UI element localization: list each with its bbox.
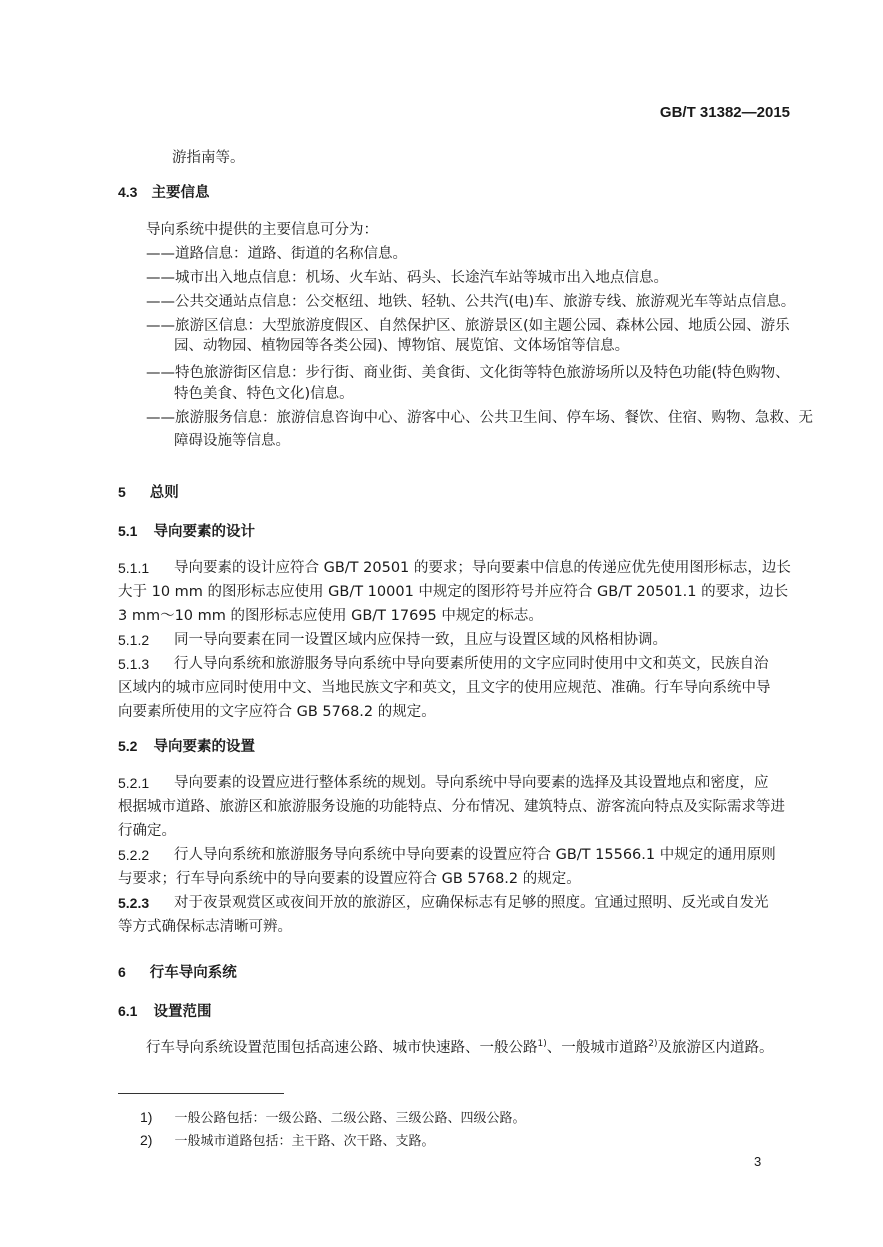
list-item-continuation: 障碍设施等信息。 bbox=[174, 433, 290, 449]
list-item-continuation: 特色美食、特色文化)信息。 bbox=[174, 386, 354, 402]
section-title: 主要信息 bbox=[151, 185, 210, 201]
section-5-2-heading bbox=[118, 734, 255, 759]
paragraph-line: 3 mm～10 mm 的图形标志应使用 GB/T 17695 中规定的标志。 bbox=[118, 608, 543, 624]
clause-number: 5.1.1 bbox=[118, 560, 150, 576]
clause-number: 5.2.2 bbox=[118, 847, 150, 863]
footnote-ref-1[interactable]: 1) bbox=[537, 1039, 547, 1049]
text-segment: 及旅游区内道路。 bbox=[657, 1040, 774, 1056]
list-item-continuation: 园、动物园、植物园等各类公园)、博物馆、展览馆、文体场馆等信息。 bbox=[174, 338, 630, 354]
footnote-text: 一般城市道路包括：主干路、次干路、支路。 bbox=[174, 1134, 435, 1149]
paragraph-line: 等方式确保标志清晰可辨。 bbox=[118, 919, 292, 935]
section-number: 5.1 bbox=[118, 523, 138, 539]
paragraph-line: 行人导向系统和旅游服务导向系统中导向要素所使用的文字应同时使用中文和英文，民族自治 bbox=[174, 656, 769, 672]
footnote bbox=[140, 1107, 525, 1126]
section-title: 设置范围 bbox=[153, 1004, 212, 1020]
section-number: 5.2 bbox=[118, 738, 138, 754]
section-number: 6.1 bbox=[118, 1003, 138, 1019]
clause-number: 5.2.3 bbox=[118, 895, 150, 911]
section-4-3-heading bbox=[118, 180, 209, 205]
continuation-text: 游指南等。 bbox=[172, 150, 245, 166]
list-item: ——公共交通站点信息：公交枢纽、地铁、轻轨、公共汽(电)车、旅游专线、旅游观光车等站点信息。 bbox=[146, 294, 796, 310]
footnote-rule bbox=[118, 1093, 284, 1094]
paragraph-line: 行人导向系统和旅游服务导向系统中导向要素的设置应符合 GB/T 15566.1 中规定的通用原则 bbox=[174, 847, 776, 863]
section-6-1-heading bbox=[118, 999, 211, 1024]
paragraph-line: 导向要素的设计应符合 GB/T 20501 的要求；导向要素中信息的传递应优先使用图形标志，边长 bbox=[174, 560, 791, 576]
paragraph-line: 区域内的城市应同时使用中文、当地民族文字和英文，且文字的使用应规范、准确。行车导向系统中导 bbox=[118, 680, 771, 696]
paragraph-line bbox=[146, 1036, 774, 1060]
clause-number: 5.1.2 bbox=[118, 632, 150, 648]
section-6-heading bbox=[118, 960, 237, 985]
list-item: ——旅游服务信息：旅游信息咨询中心、游客中心、公共卫生间、停车场、餐饮、住宿、购物、急救、无 bbox=[146, 410, 813, 426]
footnote bbox=[140, 1130, 434, 1149]
list-item: ——特色旅游街区信息：步行街、商业街、美食街、文化街等特色旅游场所以及特色功能(特色购物、 bbox=[146, 365, 790, 381]
intro-text: 导向系统中提供的主要信息可分为： bbox=[146, 222, 378, 238]
section-title: 总则 bbox=[149, 485, 179, 501]
page-number: 3 bbox=[754, 1154, 762, 1169]
list-item: ——城市出入地点信息：机场、火车站、码头、长途汽车站等城市出入地点信息。 bbox=[146, 270, 668, 286]
section-title: 导向要素的设计 bbox=[153, 524, 255, 540]
paragraph-line: 同一导向要素在同一设置区域内应保持一致，且应与设置区域的风格相协调。 bbox=[174, 632, 667, 648]
section-title: 行车导向系统 bbox=[149, 965, 237, 981]
section-number: 5 bbox=[118, 484, 126, 500]
standard-number: GB/T 31382—2015 bbox=[659, 104, 790, 121]
text-segment: 、一般城市道路 bbox=[546, 1040, 649, 1056]
section-number: 4.3 bbox=[118, 184, 138, 200]
footnote-mark: 2) bbox=[140, 1132, 153, 1148]
clause-number: 5.1.3 bbox=[118, 656, 150, 672]
section-number: 6 bbox=[118, 964, 126, 980]
section-5-heading bbox=[118, 480, 179, 505]
paragraph-line: 大于 10 mm 的图形标志应使用 GB/T 10001 中规定的图形符号并应符合 GB/T 20501.1 的要求，边长 bbox=[118, 584, 789, 600]
text-segment: 行车导向系统设置范围包括高速公路、城市快速路、一般公路 bbox=[146, 1040, 538, 1056]
footnote-ref-2[interactable]: 2) bbox=[648, 1039, 658, 1049]
paragraph-line: 根据城市道路、旅游区和旅游服务设施的功能特点、分布情况、建筑特点、游客流向特点及实际需求等进 bbox=[118, 799, 785, 815]
paragraph-line: 与要求；行车导向系统中的导向要素的设置应符合 GB 5768.2 的规定。 bbox=[118, 871, 581, 887]
paragraph-line: 行确定。 bbox=[118, 823, 176, 839]
list-item: ——道路信息：道路、街道的名称信息。 bbox=[146, 246, 407, 262]
paragraph-line: 对于夜景观赏区或夜间开放的旅游区，应确保标志有足够的照度。宜通过照明、反光或自发光 bbox=[174, 895, 769, 911]
section-title: 导向要素的设置 bbox=[153, 739, 255, 755]
paragraph-line: 向要素所使用的文字应符合 GB 5768.2 的规定。 bbox=[118, 704, 436, 720]
clause-number: 5.2.1 bbox=[118, 775, 150, 791]
list-item: ——旅游区信息：大型旅游度假区、自然保护区、旅游景区(如主题公园、森林公园、地质公园、游乐 bbox=[146, 318, 790, 334]
footnote-mark: 1) bbox=[140, 1109, 153, 1125]
footnote-text: 一般公路包括：一级公路、二级公路、三级公路、四级公路。 bbox=[174, 1111, 526, 1126]
section-5-1-heading bbox=[118, 519, 255, 544]
paragraph-line: 导向要素的设置应进行整体系统的规划。导向系统中导向要素的选择及其设置地点和密度，应 bbox=[174, 775, 769, 791]
